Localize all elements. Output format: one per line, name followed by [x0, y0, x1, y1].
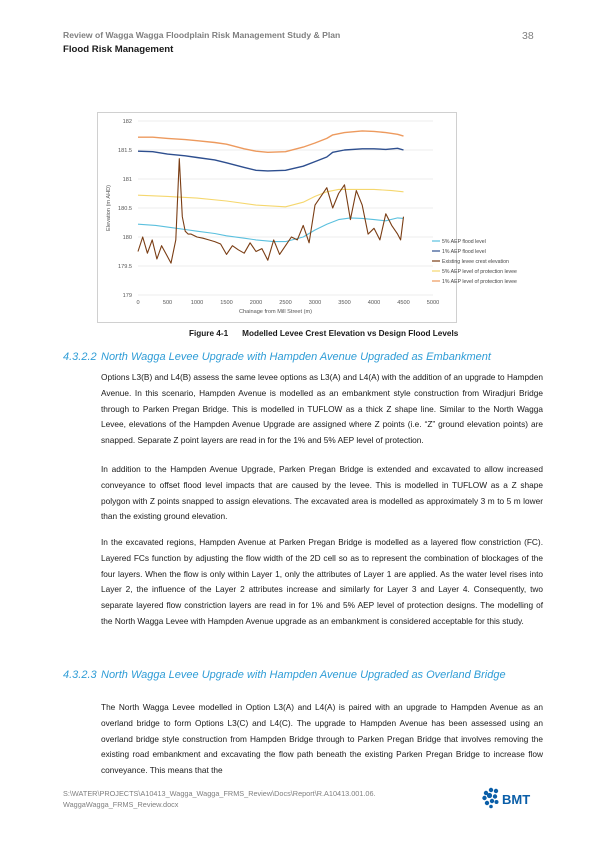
section-title: North Wagga Levee Upgrade with Hampden Avenue Upgraded as Embankment [101, 351, 491, 363]
figure-caption-text: Modelled Levee Crest Elevation vs Design Flood Levels [242, 329, 459, 338]
figure-number: Figure 4-1 [189, 329, 229, 338]
x-axis-title: Chainage from Mill Street (m) [238, 309, 313, 315]
legend-label: 1% AEP level of protection levee [442, 279, 517, 285]
legend-label: 5% AEP level of protection levee [442, 269, 517, 275]
bmt-logo-icon [480, 785, 540, 811]
x-tick-label: 2500 [279, 300, 292, 306]
legend-label: 5% AEP flood level [442, 239, 486, 245]
y-tick-label: 182 [122, 119, 132, 125]
paragraph: Options L3(B) and L4(B) assess the same levee options as L3(A) and L4(A) with the addition of an upgrade to Hampden Avenue. In this scenario, Hampden Avenue is modelled as an embankment style construction from Wiradjuri Bridge through to Parken Pregan Bridge. This is modelled in TUFLOW as a thick Z shape line. Similar to the North Wagga Levee, elevations of the Hampden Avenue Upgrade are assigned where Z points (i.e. “Z” ground elevation points) are snapped. Separate Z point layers are read in for the 1% and 5% AEP level of protection. [101, 372, 543, 446]
x-tick-label: 1500 [220, 300, 233, 306]
y-tick-label: 181 [122, 177, 132, 183]
y-tick-label: 180 [122, 235, 132, 241]
paragraph: The North Wagga Levee modelled in Option L3(A) and L4(A) is paired with an upgrade to Hampden Avenue as an overland bridge to form Options L3(C) and L4(C). The upgrade to Hampden Avenue has been assessed using an overland bridge style construction from Hampden Bridge through to Parken Pregan Bridge that involves removing the existing road embankment and excavating the flow path beneath the existing Parken Pregan Bridge to increase flow conveyance. This means that the [101, 702, 543, 776]
page-number: 38 [522, 30, 534, 42]
paragraph: In the excavated regions, Hampden Avenue at Parken Pregan Bridge is modelled as a layered flow constriction (FC). Layered FCs function by adjusting the flow width of the 2D cell so as to represent the combination of blockages of the four layers. When the flow is only within Layer 1, only the attributes of Layer 1 are applied. As the water level rises into Layer 2, the influence of the Layer 2 attributes increase and similarly for Layer 3 and Layer 4. Consequently, two separate layered flow constriction layers are read in for 1% and 5% AEP level of protection designs. The modelling of the North Wagga Levee with Hampden Avenue upgrade as an embankment is considered acceptable for this study. [101, 537, 543, 626]
x-tick-label: 2000 [249, 300, 263, 306]
x-tick-label: 3000 [308, 300, 322, 306]
y-tick-label: 180.5 [118, 206, 132, 212]
x-tick-label: 0 [136, 300, 140, 306]
levee-elevation-chart [98, 113, 517, 322]
y-tick-label: 181.5 [118, 148, 132, 154]
series-line [138, 218, 404, 242]
section-number: 4.3.2.3 [63, 669, 97, 681]
legend-label: 1% AEP flood level [442, 249, 486, 255]
y-tick-label: 179.5 [118, 264, 132, 270]
section-number: 4.3.2.2 [63, 351, 97, 363]
x-tick-label: 1000 [190, 300, 204, 306]
x-tick-label: 3500 [338, 300, 351, 306]
section-title: North Wagga Levee Upgrade with Hampden Avenue Upgraded as Overland Bridge [101, 669, 506, 681]
series-line [138, 159, 404, 263]
file-path-line: S:\WATER\PROJECTS\A10413_Wagga_Wagga_FRMS_Review\Docs\Report\R.A10413.001.06. [63, 789, 376, 798]
document-section: Flood Risk Management [63, 44, 174, 55]
x-tick-label: 5000 [426, 300, 440, 306]
x-tick-label: 4500 [397, 300, 410, 306]
y-tick-label: 179 [122, 293, 132, 299]
figure-caption [189, 329, 458, 338]
document-title: Review of Wagga Wagga Floodplain Risk Management Study & Plan [63, 30, 341, 40]
legend-label: Existing levee crest elevation [442, 259, 509, 265]
logo-text: BMT [502, 792, 531, 807]
y-axis-title: Elevation (m AHD) [106, 184, 112, 232]
x-tick-label: 4000 [367, 300, 381, 306]
file-path-line: WaggaWagga_FRMS_Review.docx [63, 799, 179, 809]
x-tick-label: 500 [162, 300, 173, 306]
figure-chart [97, 112, 517, 323]
bmt-logo [480, 785, 540, 811]
paragraph: In addition to the Hampden Avenue Upgrade, Parken Pregan Bridge is extended and excavated to allow increased conveyance to offset flood level impacts that are caused by the levee. This is modelled in TUFLOW as a Z shape polygon with Z points snapped to assign elevations. The excavated area is modelled as approximately 3 m to 5 m lower than the existing ground elevation. [101, 464, 543, 522]
file-path-footer [63, 789, 393, 810]
